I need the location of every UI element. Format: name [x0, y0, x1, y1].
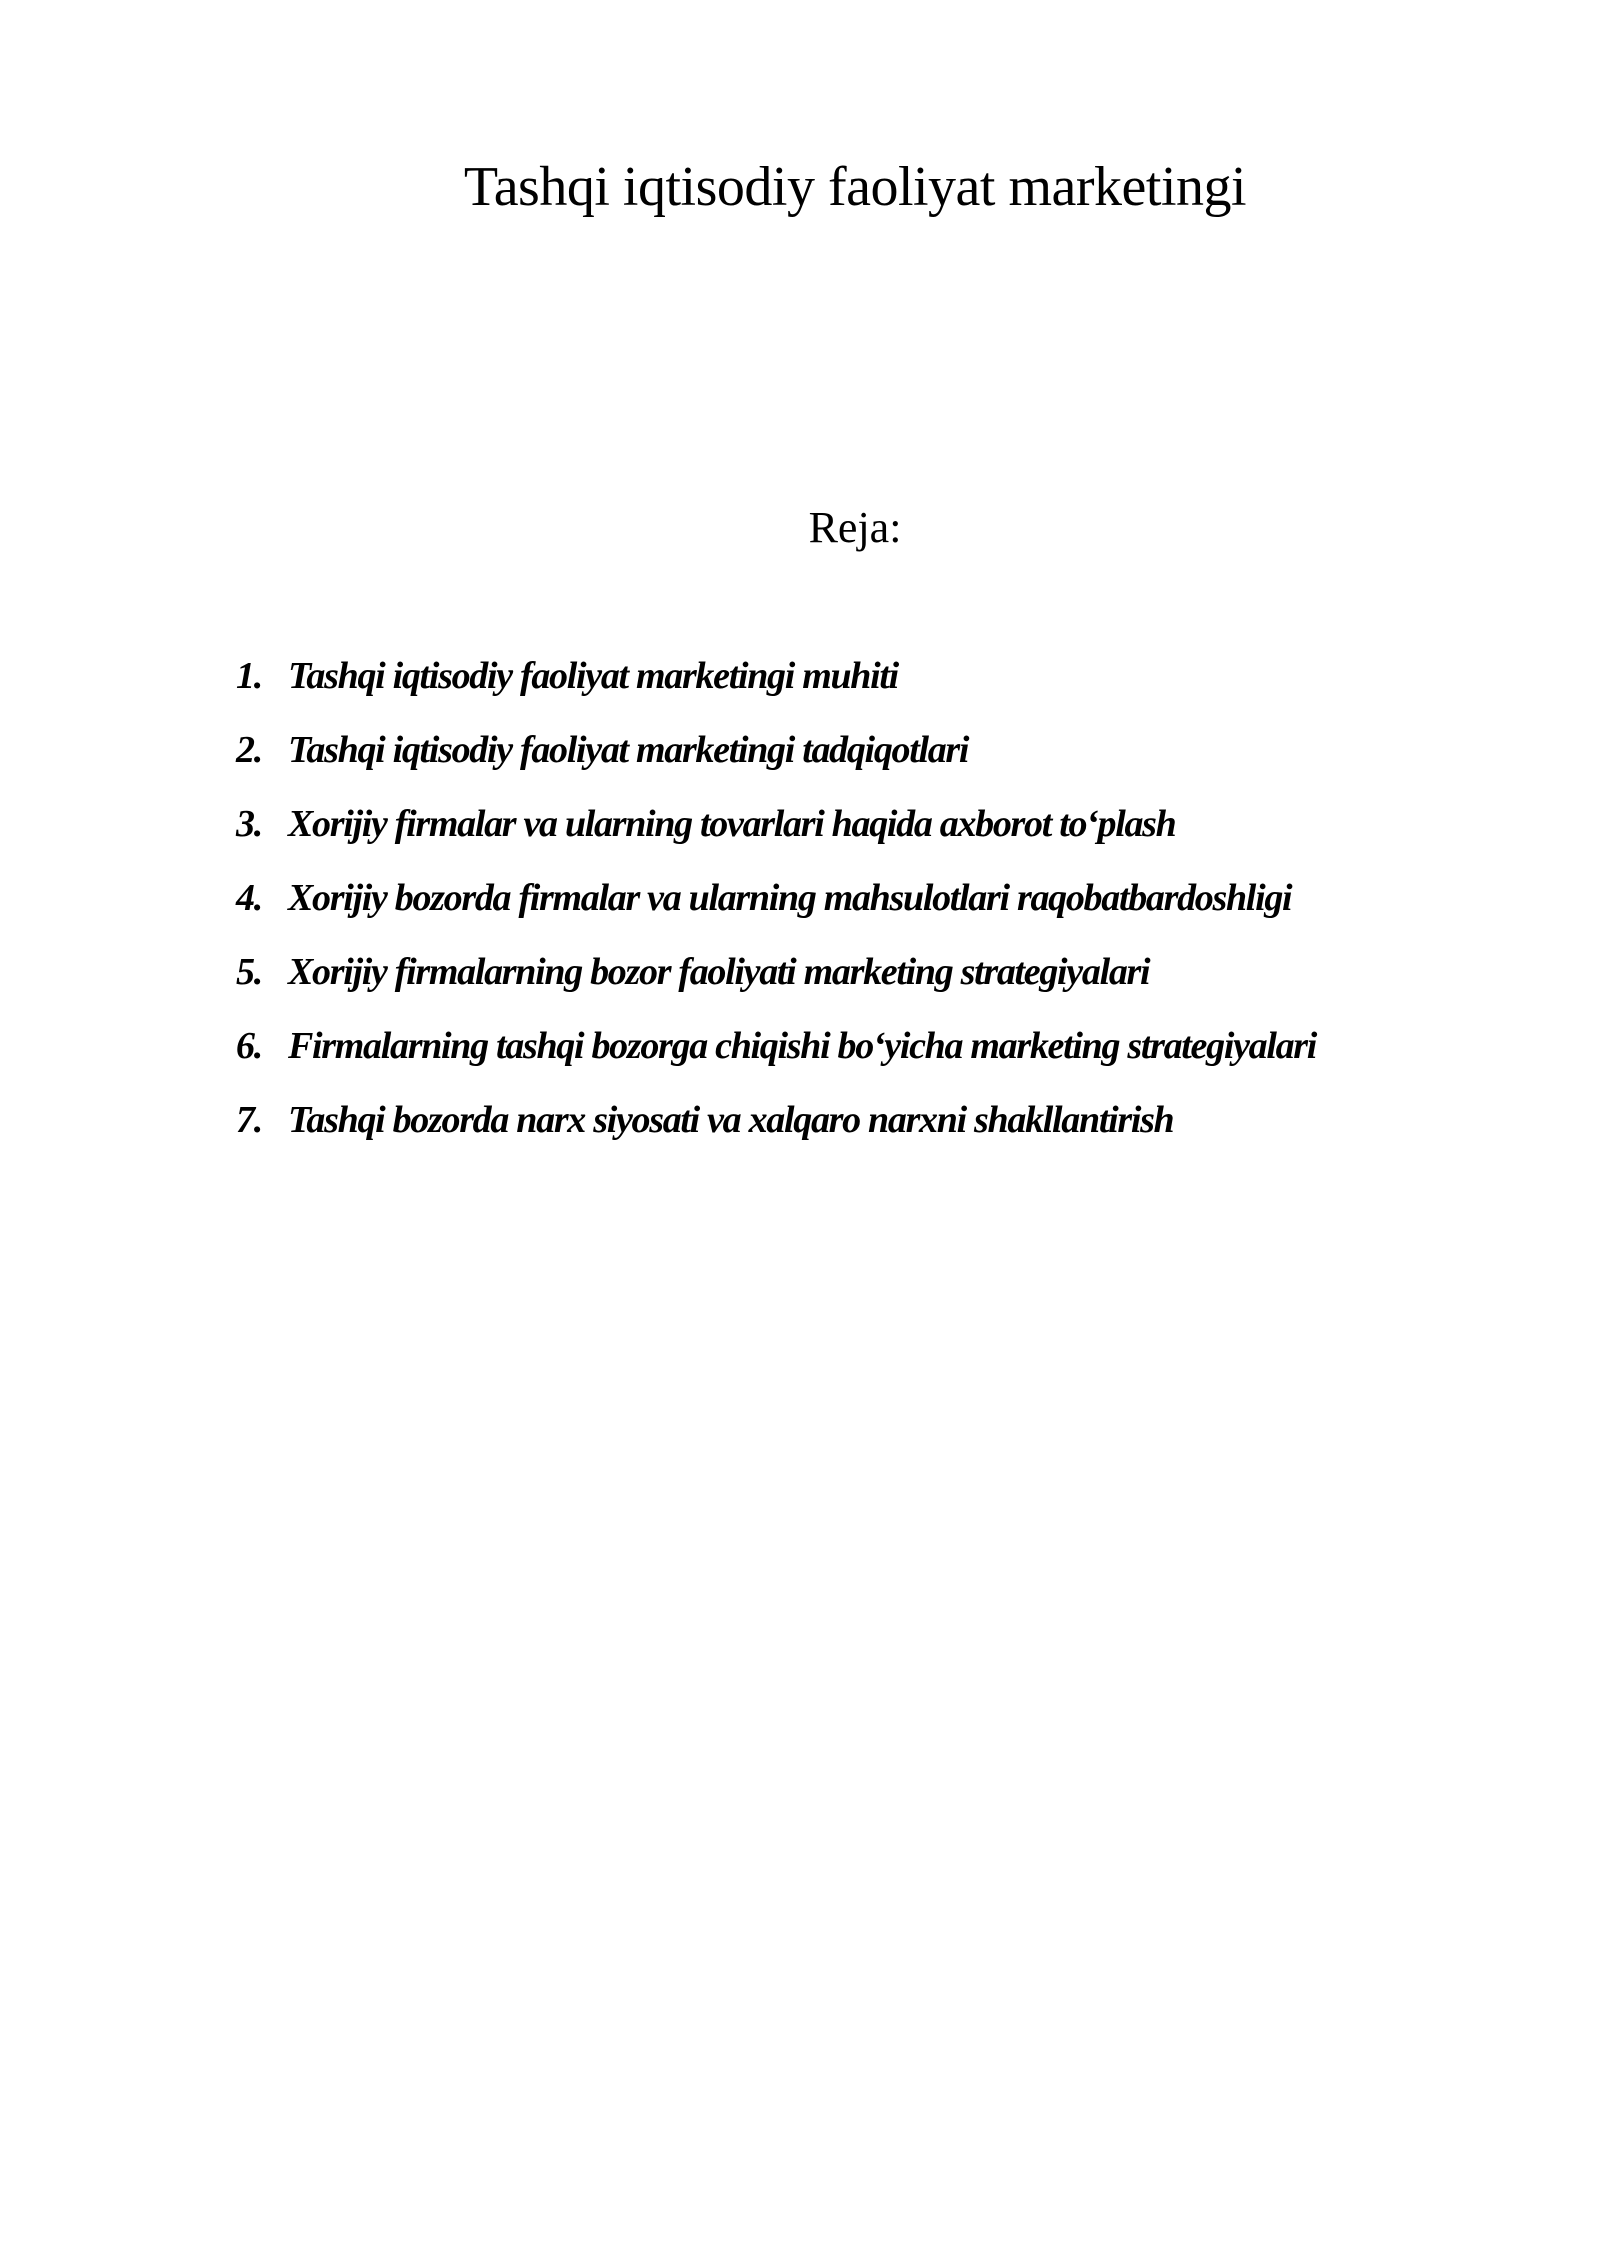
plan-list — [236, 648, 1536, 1166]
plan-item — [236, 944, 1536, 1018]
plan-item — [236, 870, 1536, 944]
plan-item — [236, 1018, 1536, 1092]
plan-item-number: 5. — [236, 951, 262, 993]
plan-item-text: Tashqi bozorda narx siyosati va xalqaro narxni shakllantirish — [288, 1099, 1174, 1141]
plan-item-text: Tashqi iqtisodiy faoliyat marketingi muhiti — [288, 655, 898, 697]
plan-item-number: 1. — [236, 655, 262, 697]
plan-item-number: 2. — [236, 729, 262, 771]
plan-item-text: Xorijiy firmalarning bozor faoliyati marketing strategiyalari — [288, 951, 1150, 993]
plan-item — [236, 1092, 1536, 1166]
plan-item-text: Firmalarning tashqi bozorga chiqishi bo‘yicha marketing strategiyalari — [288, 1025, 1317, 1067]
plan-item-text: Xorijiy firmalar va ularning tovarlari haqida axborot to‘plash — [288, 803, 1176, 845]
plan-item-number: 3. — [236, 803, 262, 845]
plan-item-number: 4. — [236, 877, 262, 919]
plan-item — [236, 796, 1536, 870]
plan-item-text: Xorijiy bozorda firmalar va ularning mahsulotlari raqobatbardoshligi — [288, 877, 1292, 919]
plan-item — [236, 648, 1536, 722]
plan-item-number: 6. — [236, 1025, 262, 1067]
document-title: Tashqi iqtisodiy faoliyat marketingi — [463, 156, 1247, 218]
plan-item — [236, 722, 1536, 796]
plan-heading: Reja: — [808, 503, 902, 552]
plan-item-text: Tashqi iqtisodiy faoliyat marketingi tadqiqotlari — [288, 729, 969, 771]
plan-item-number: 7. — [236, 1099, 262, 1141]
